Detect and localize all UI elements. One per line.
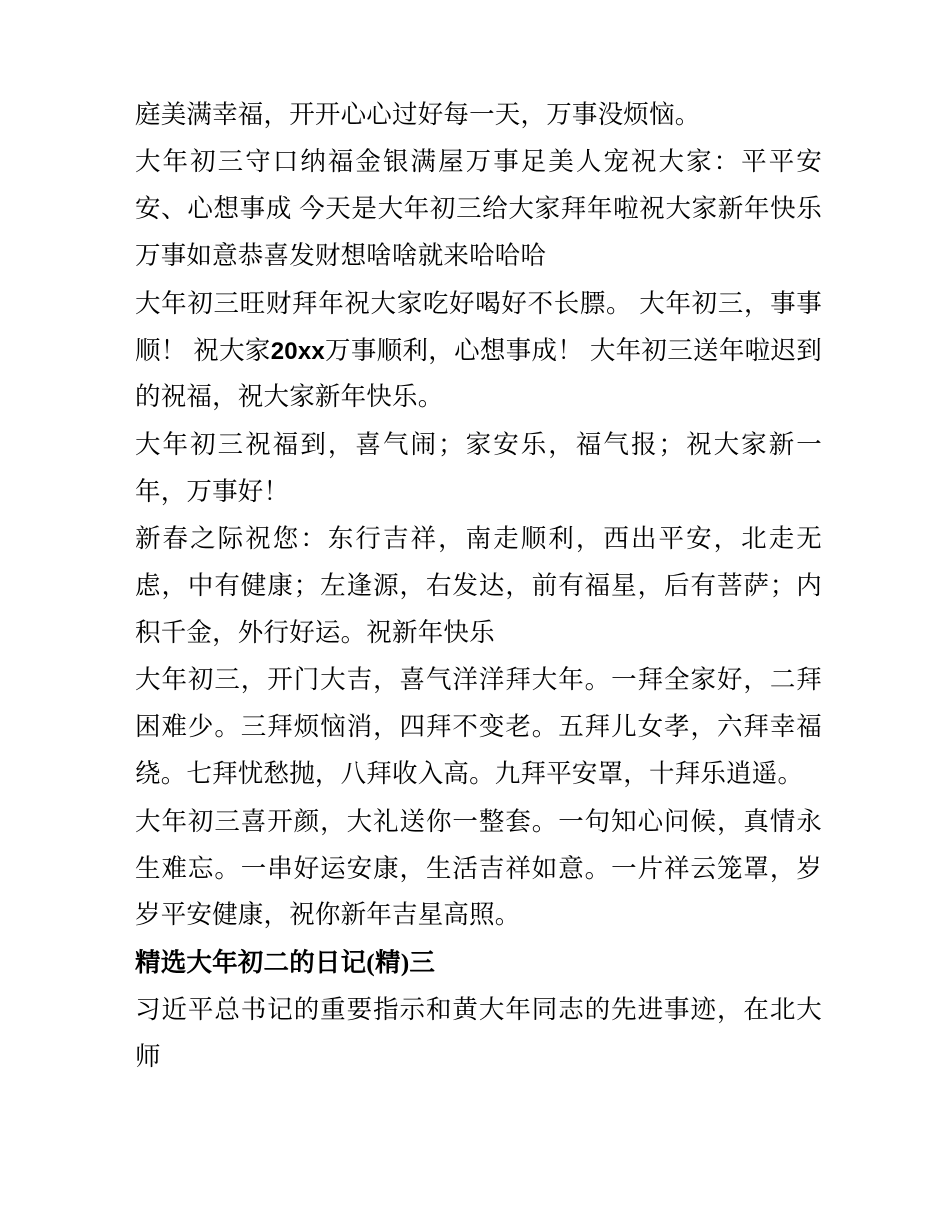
paragraph-5: 新春之际祝您：东行吉祥，南走顺利，西出平安，北走无虑，中有健康；左逢源，右发达，前有福星，后有菩萨；内积千金，外行好运。祝新年快乐 xyxy=(135,524,822,647)
paragraph-3-text-before: 大年初三旺财拜年祝大家吃好喝好不长膘。 大年初三，事事顺！ 祝大家 xyxy=(135,288,822,365)
paragraph-4: 大年初三祝福到，喜气闹；家安乐，福气报；祝大家新一年，万事好！ xyxy=(135,429,822,506)
paragraph-3-year-value: 20xx xyxy=(270,337,325,365)
paragraph-3 xyxy=(135,281,822,422)
paragraph-9: 习近平总书记的重要指示和黄大年同志的先进事迹，在北大师 xyxy=(135,995,822,1072)
paragraph-6: 大年初三，开门大吉，喜气洋洋拜大年。一拜全家好，二拜困难少。三拜烦恼消，四拜不变老。五拜儿女孝，六拜幸福绕。七拜忧愁抛，八拜收入高。九拜平安罩，十拜乐逍遥。 xyxy=(135,665,822,789)
paragraph-7: 大年初三喜开颜，大礼送你一整套。一句知心问候，真情永生难忘。一串好运安康，生活吉祥如意。一片祥云笼罩，岁岁平安健康，祝你新年吉星高照。 xyxy=(135,806,822,930)
document-body xyxy=(135,92,822,1081)
section-heading: 精选大年初二的日记(精)三 xyxy=(135,947,436,977)
paragraph-2: 大年初三守口纳福金银满屋万事足美人宠祝大家：平平安安、心想事成 今天是大年初三给大家拜年啦祝大家新年快乐万事如意恭喜发财想啥啥就来哈哈哈 xyxy=(135,147,822,271)
paragraph-1: 庭美满幸福，开开心心过好每一天，万事没烦恼。 xyxy=(135,100,701,129)
paragraph-3-text-after: 万事顺利，心想事成！ 大年初三送年啦迟到的祝福，祝大家新年快乐。 xyxy=(135,335,822,412)
